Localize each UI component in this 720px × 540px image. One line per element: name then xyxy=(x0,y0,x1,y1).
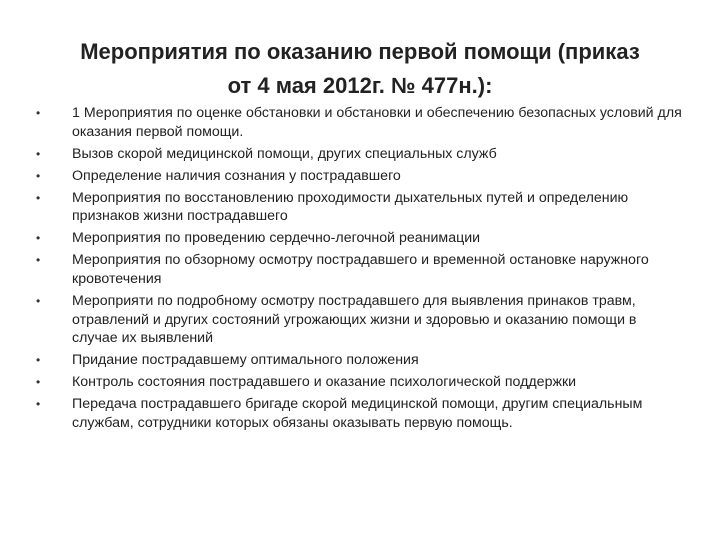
list-item-text: 1 Мероприятия по оценке обстановки и обстановки и обеспечению безопасных условий для оказания первой помощи. xyxy=(72,105,682,140)
list-item xyxy=(36,351,686,370)
measures-list xyxy=(36,104,686,436)
slide-title-line-2: от 4 мая 2012г. № 477н.): xyxy=(227,72,493,98)
list-item xyxy=(36,292,686,348)
bullet-icon: • xyxy=(36,106,41,120)
list-item-text: Определение наличия сознания у пострадавшего xyxy=(72,167,401,184)
bullet-icon: • xyxy=(36,353,41,368)
list-item xyxy=(36,189,686,226)
list-item-text: Контроль состояния пострадавшего и оказание психологической поддержки xyxy=(72,374,577,391)
list-item-text: Вызов скорой медицинской помощи, других специальных служб xyxy=(72,145,497,162)
slide-title xyxy=(40,35,680,103)
list-item-text: Придание пострадавшему оптимального положения xyxy=(72,352,419,369)
bullet-icon: • xyxy=(36,190,41,205)
list-item xyxy=(36,167,686,186)
list-item-text: Мероприятия по восстановлению проходимости дыхательных путей и определению признаков жизни пострадавшего xyxy=(72,189,629,225)
list-item xyxy=(36,373,686,392)
bullet-icon: • xyxy=(36,294,41,309)
bullet-icon: • xyxy=(36,397,41,412)
list-item xyxy=(36,229,686,248)
list-item xyxy=(36,251,686,288)
bullet-icon: • xyxy=(36,231,41,246)
bullet-icon: • xyxy=(36,146,41,161)
list-item xyxy=(36,395,686,432)
bullet-icon: • xyxy=(36,375,41,390)
list-item-text: Мероприяти по подробному осмотру пострадавшего для выявления принаков травм, отравлений и других состояний угрожающих жизни и здоровью и оказанию помощи в случае их выявлений xyxy=(72,293,637,347)
list-item-text: Мероприятия по проведению сердечно-легочной реанимации xyxy=(72,230,481,247)
bullet-icon: • xyxy=(36,168,41,183)
slide-title-line-1: Мероприятия по оказанию первой помощи (приказ xyxy=(80,38,640,64)
list-item-text: Мероприятия по обзорному осмотру пострадавшего и временной остановке наружного кровотечения xyxy=(72,252,649,287)
list-item-text: Передача пострадавшего бригаде скорой медицинской помощи, другим специальным службам, сотрудники которых обязаны оказывать первую помощь. xyxy=(72,396,643,431)
list-item xyxy=(36,104,686,141)
list-item xyxy=(36,145,686,164)
bullet-icon: • xyxy=(36,253,41,268)
